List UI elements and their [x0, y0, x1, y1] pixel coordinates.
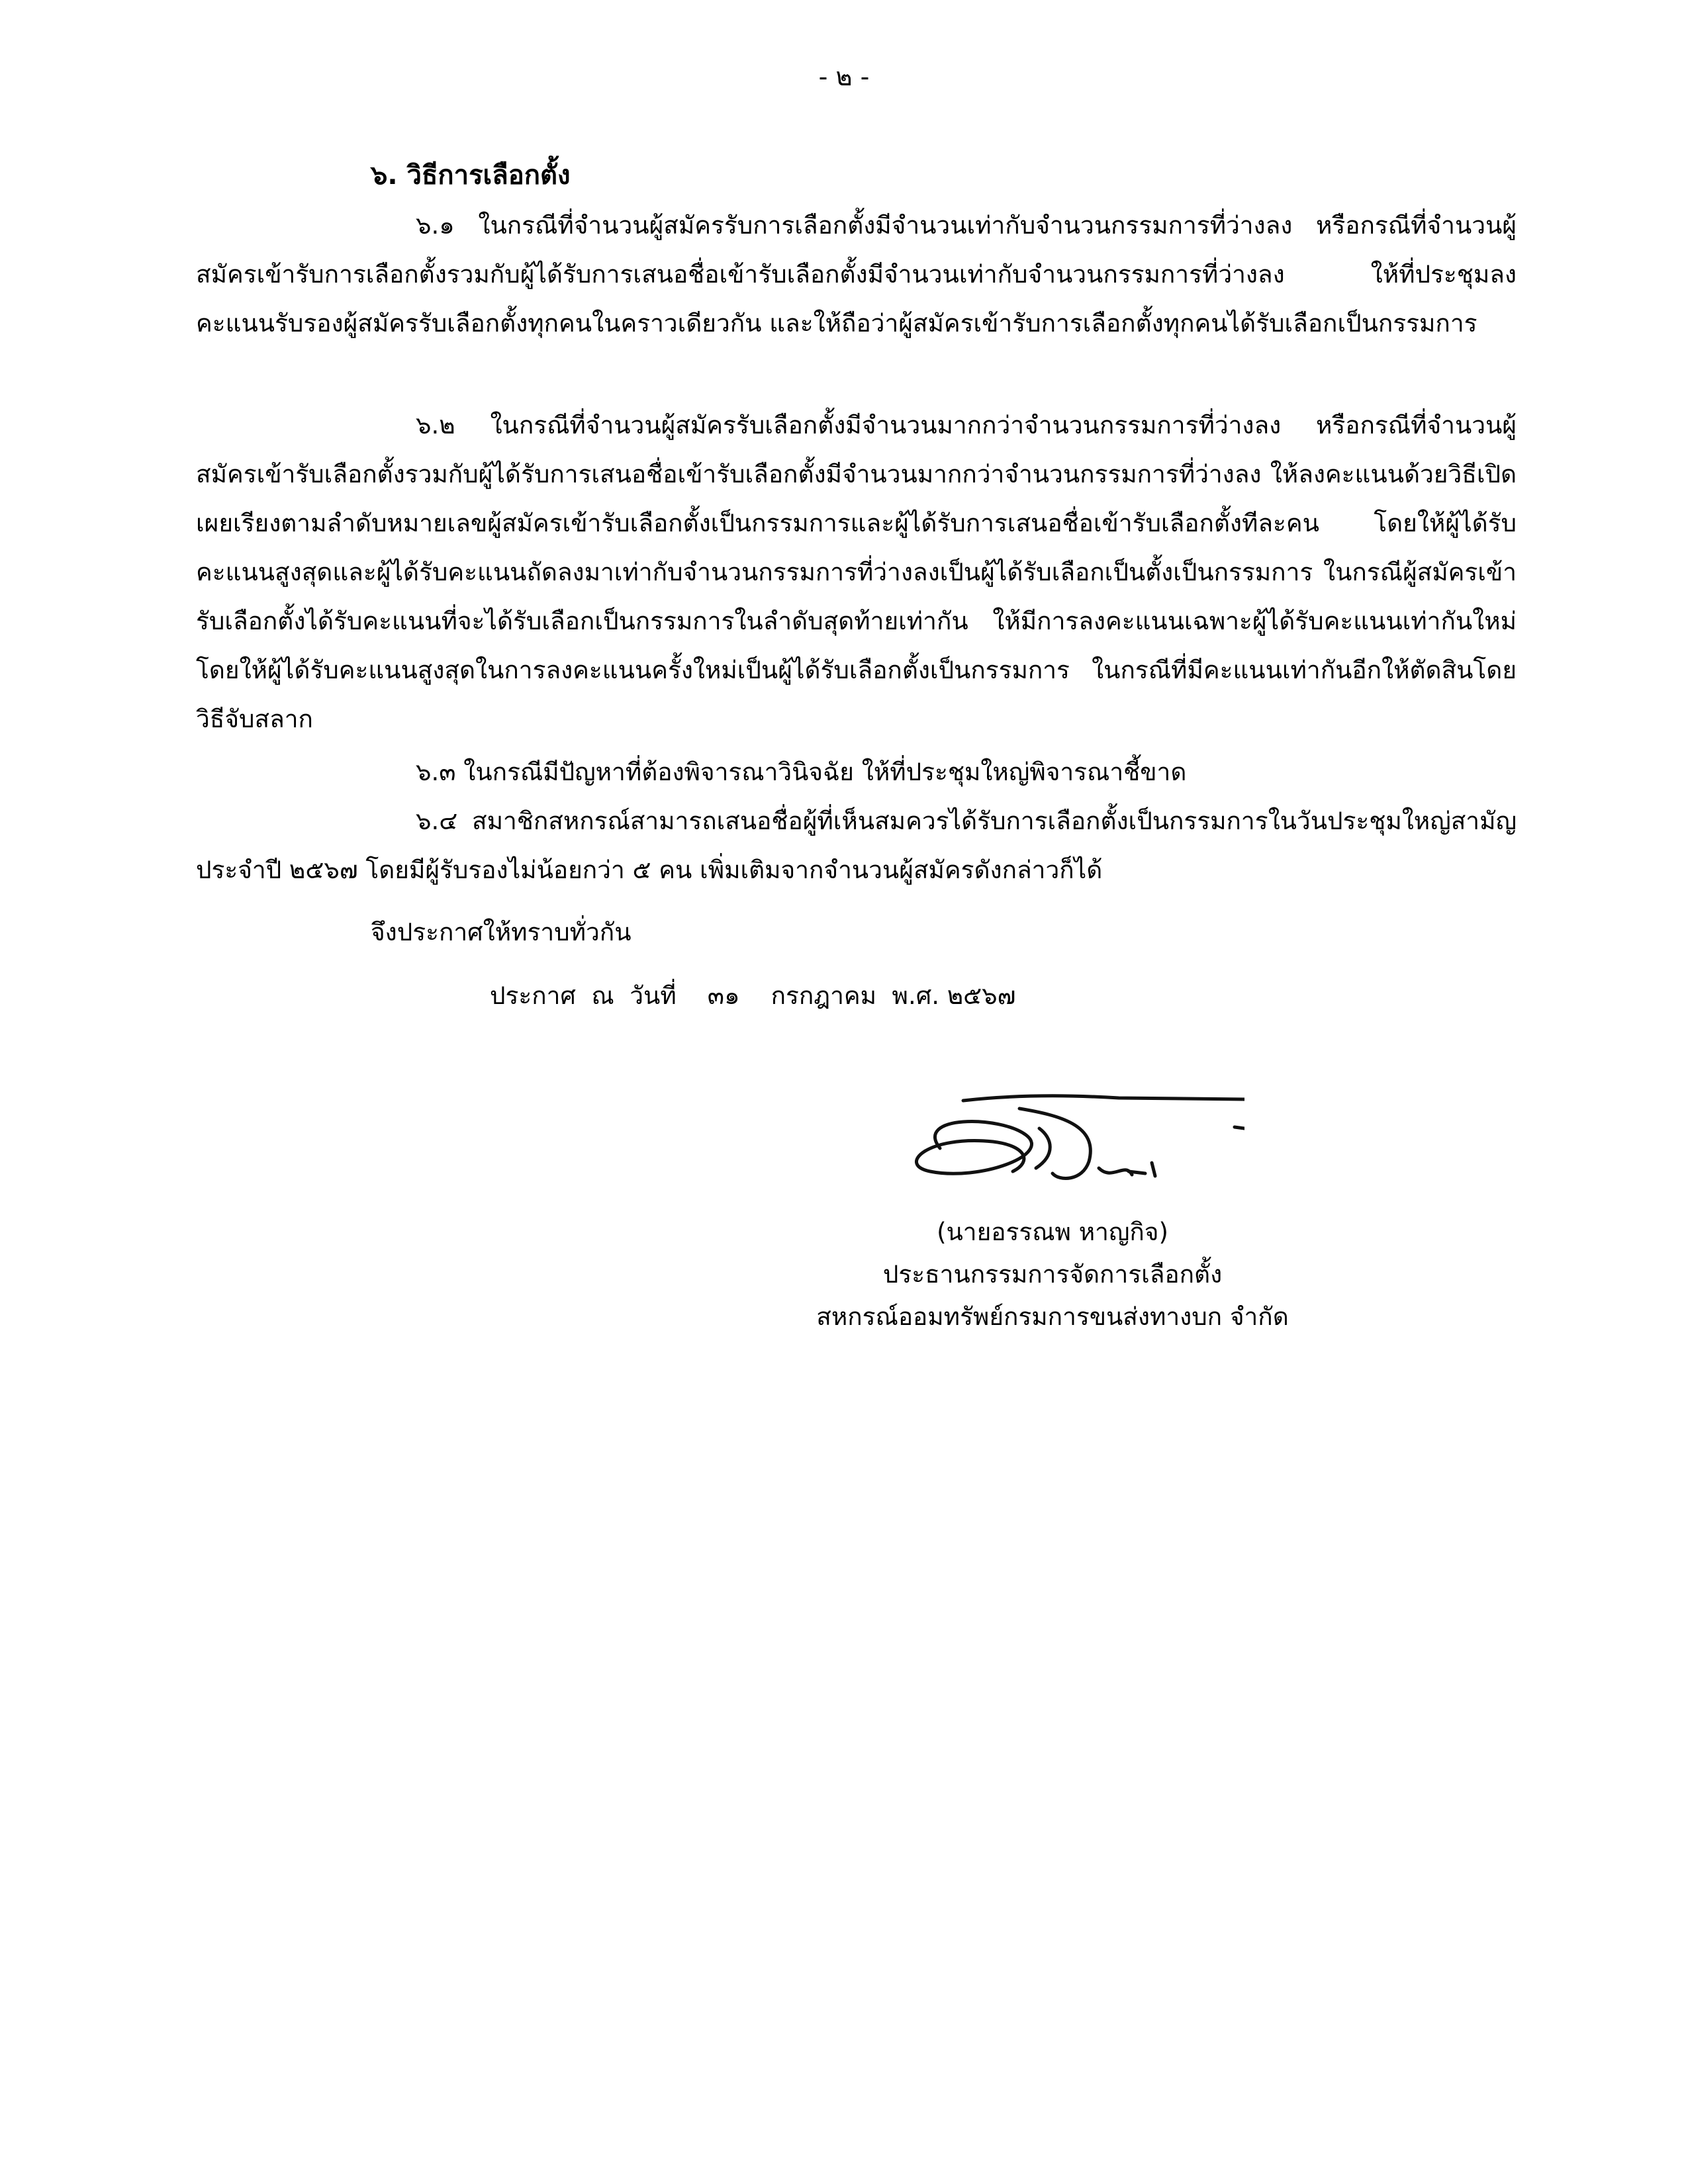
closing-statement: จึงประกาศให้ทราบทั่วกัน: [371, 918, 632, 946]
page-number: - ๒ -: [818, 62, 870, 91]
paragraph-6-2-text: ๖.๒ ในกรณีที่จำนวนผู้สมัครรับเลือกตั้งมีจำนวนมากกว่าจำนวนกรรมการที่ว่างลง หรือกรณีที่จำนวนผู้สมัครเข้ารับเลือกตั้งรวมกับผู้ได้รับการเสนอชื่อเข้ารับเลือกตั้งมีจำนวนมากกว่าจำนวนกรรมการที่ว่างลง ให้ลงคะแนนด้วยวิธีเปิดเผยเรียงตามลำดับหมายเลขผู้สมัครเข้ารับเลือกตั้งเป็นกรรมการและผู้ได้รับการเสนอชื่อเข้ารับเลือกตั้งทีละคน โดยให้ผู้ได้รับคะแนนสูงสุดและผู้ได้รับคะแนนถัดลงมาเท่ากับจำนวนกรรมการที่ว่างลงเป็นผู้ได้รับเลือกเป็นตั้งเป็นกรรมการ ในกรณีผู้สมัครเข้ารับเลือกตั้งได้รับคะแนนที่จะได้รับเลือกเป็นกรรมการในลำดับสุดท้ายเท่ากัน ให้มีการลงคะแนนเฉพาะผู้ได้รับคะแนนเท่ากันใหม่ โดยให้ผู้ได้รับคะแนนสูงสุดในการลงคะแนนครั้งใหม่เป็นผู้ได้รับเลือกตั้งเป็นกรรมการ ในกรณีที่มีคะแนนเท่ากันอีกให้ตัดสินโดยวิธีจับสลาก: [196, 411, 1517, 733]
paragraph-6-4: [196, 797, 1517, 895]
signer-title: ประธานกรรมการจัดการเลือกตั้ง: [882, 1260, 1223, 1289]
paragraph-6-2: [196, 401, 1517, 744]
paragraph-6-1: [196, 201, 1517, 348]
paragraph-6-1-text: ๖.๑ ในกรณีที่จำนวนผู้สมัครรับการเลือกตั้งมีจำนวนเท่ากับจำนวนกรรมการที่ว่างลง หรือกรณีที่จำนวนผู้สมัครเข้ารับการเลือกตั้งรวมกับผู้ได้รับการเสนอชื่อเข้ารับเลือกตั้งมีจำนวนเท่ากับจำนวนกรรมการที่ว่างลง ให้ที่ประชุมลงคะแนนรับรองผู้สมัครรับเลือกตั้งทุกคนในคราวเดียวกัน และให้ถือว่าผู้สมัครเข้ารับการเลือกตั้งทุกคนได้รับเลือกเป็นกรรมการ: [196, 211, 1517, 338]
section-heading: ๖. วิธีการเลือกตั้ง: [371, 160, 571, 191]
paragraph-6-3-text: ๖.๓ ในกรณีมีปัญหาที่ต้องพิจารณาวินิจฉัย ให้ที่ประชุมใหญ่พิจารณาชี้ขาด: [416, 758, 1187, 786]
signer-organization: สหกรณ์ออมทรัพย์กรมการขนส่งทางบก จำกัด: [816, 1302, 1289, 1331]
paragraph-6-4-text: ๖.๔ สมาชิกสหกรณ์สามารถเสนอชื่อผู้ที่เห็นสมควรได้รับการเลือกตั้งเป็นกรรมการในวันประชุมใหญ่สามัญประจำปี ๒๕๖๗ โดยมีผู้รับรองไม่น้อยกว่า ๕ คน เพิ่มเติมจากจำนวนผู้สมัครดังกล่าวก็ได้: [196, 807, 1517, 884]
paragraph-6-3: [196, 748, 1517, 797]
signer-name: (นายอรรณพ หาญกิจ): [937, 1218, 1168, 1246]
handwritten-signature: [900, 1089, 1244, 1201]
announcement-date: ประกาศ ณ วันที่ ๓๑ กรกฎาคม พ.ศ. ๒๕๖๗: [490, 981, 1016, 1010]
